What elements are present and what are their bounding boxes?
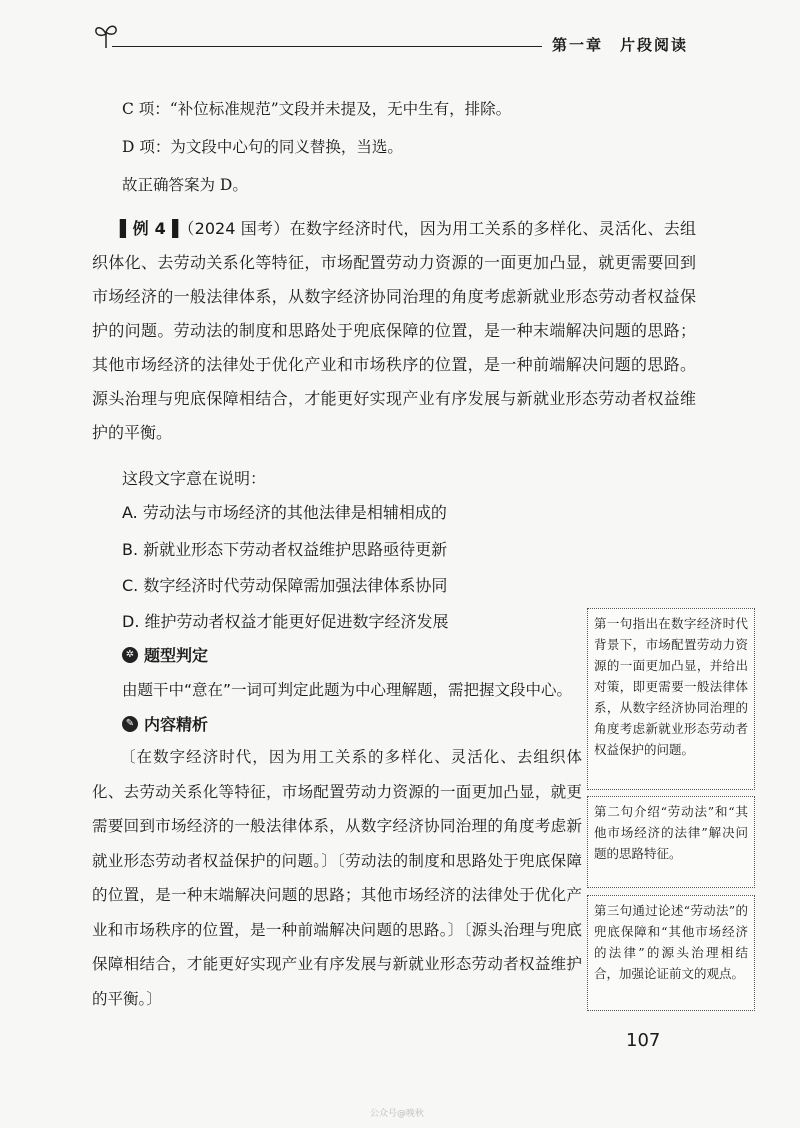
analysis-icon: ✎ xyxy=(122,716,138,732)
question-stem: 这段文字意在说明： xyxy=(122,469,267,488)
answer-line: D 项：为文段中心句的同义替换，当选。 xyxy=(122,138,403,156)
analysis-seg-3: 源头治理与兜底保障相结合，才能更好实现产业有序发展与新就业形态劳动者权益维护的平衡。 xyxy=(92,920,582,1008)
type-section-label: 题型判定 xyxy=(144,646,209,665)
analysis-heading xyxy=(122,712,208,735)
type-section-text: 由题干中“意在”一词可判定此题为中心理解题，需把握文段中心。 xyxy=(122,681,573,699)
header-rule xyxy=(112,46,542,47)
note-sentence-2: 第二句介绍“劳动法”和“其他市场经济的法律”解决问题的思路特征。 xyxy=(587,796,755,888)
gear-icon: ✲ xyxy=(122,647,138,663)
option-c[interactable]: C. 数字经济时代劳动保障需加强法律体系协同 xyxy=(122,576,448,595)
option-d[interactable]: D. 维护劳动者权益才能更好促进数字经济发展 xyxy=(122,612,449,631)
type-section-heading xyxy=(122,643,208,666)
page-number: 107 xyxy=(626,1030,661,1051)
example-passage xyxy=(92,212,696,450)
analysis-seg-2: 劳动法的制度和思路处于兜底保障的位置，是一种末端解决问题的思路；其他市场经济的法律处于优化产业和市场秩序的位置，是一种前端解决问题的思路。 xyxy=(92,851,582,939)
example-passage-text: 在数字经济时代，因为用工关系的多样化、灵活化、去组织体化、去劳动关系化等特征，市场配置劳动力资源的一面更加凸显，就更需要回到市场经济的一般法律体系，从数字经济协同治理的角度考虑新就业形态劳动者权益保护的问题。劳动法的制度和思路处于兜底保障的位置，是一种末端解决问题的思路；其他市场经济的法律处于优化产业和市场秩序的位置，是一种前端解决问题的思路。源头治理与兜底保障相结合，才能更好实现产业有序发展与新就业形态劳动者权益维护的平衡。 xyxy=(92,219,696,442)
example-tag: ▌例 4▐ xyxy=(120,219,179,238)
chapter-title: 第一章 片段阅读 xyxy=(552,36,689,54)
note-sentence-1: 第一句指出在数字经济时代背景下，市场配置劳动力资源的一面更加凸显，并给出对策，即更需要一般法律体系，从数字经济协同治理的角度考虑新就业形态劳动者权益保护的问题。 xyxy=(587,608,755,790)
answer-line: C 项：“补位标准规范”文段并未提及，无中生有，排除。 xyxy=(122,100,512,118)
analysis-text: 〔在数字经济时代，因为用工关系的多样化、灵活化、去组织体化、去劳动关系化等特征，市场配置劳动力资源的一面更加凸显，就更需要回到市场经济的一般法律体系，从数字经济协同治理的角度考虑新就业形态劳动者权益保护的问题。〕〔劳动法的制度和思路处于兜底保障的位置，是一种末端解决问题的思路；其他市场经济的法律处于优化产业和市场秩序的位置，是一种前端解决问题的思路。〕〔源头治理与兜底保障相结合，才能更好实现产业有序发展与新就业形态劳动者权益维护的平衡。〕 xyxy=(92,748,582,1008)
option-a[interactable]: A. 劳动法与市场经济的其他法律是相辅相成的 xyxy=(122,503,447,522)
analysis-seg-1: 在数字经济时代，因为用工关系的多样化、灵活化、去组织体化、去劳动关系化等特征，市场配置劳动力资源的一面更加凸显，就更需要回到市场经济的一般法律体系，从数字经济协同治理的角度考虑新就业形态劳动者权益保护的问题。 xyxy=(92,748,582,870)
answer-line: 故正确答案为 D。 xyxy=(122,176,248,194)
note-sentence-3: 第三句通过论述“劳动法”的兜底保障和“其他市场经济的法律”的源头治理相结合，加强论证前文的观点。 xyxy=(587,895,755,1011)
watermark: 公众号@晚秋 xyxy=(370,1109,425,1119)
analysis-label: 内容精析 xyxy=(144,715,209,734)
example-source: （2024 国考） xyxy=(178,219,290,238)
option-b[interactable]: B. 新就业形态下劳动者权益维护思路亟待更新 xyxy=(122,540,448,559)
